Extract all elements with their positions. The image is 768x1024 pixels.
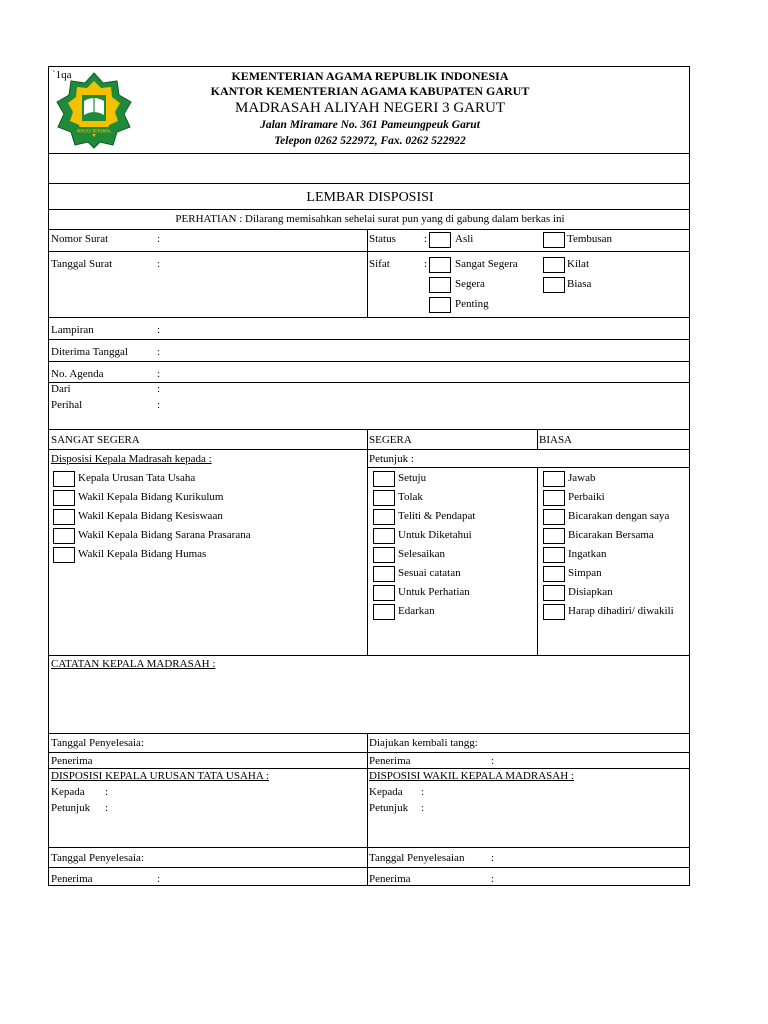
tanggal-surat-label: Tanggal Surat: [51, 258, 113, 270]
instruction-label: Untuk Perhatian: [398, 586, 470, 598]
catatan-label: CATATAN KEPALA MADRASAH :: [51, 658, 216, 670]
disposition-form: [48, 66, 690, 886]
instruction-label: Simpan: [568, 567, 602, 579]
biasa-header: BIASA: [539, 434, 573, 446]
disposisi-kepada-label: Disposisi Kepala Madrasah kepada :: [51, 453, 212, 465]
segera-checkbox[interactable]: [429, 277, 451, 293]
kilat-label: Kilat: [567, 258, 589, 270]
divider: [49, 429, 689, 430]
tembusan-checkbox[interactable]: [543, 232, 565, 248]
instruction-checkbox[interactable]: [373, 566, 395, 582]
colon: :: [157, 233, 161, 245]
tanggal-penyelesaia-label: Tanggal Penyelesaia:: [51, 737, 145, 749]
colon: :: [157, 383, 161, 395]
column-divider: [537, 467, 538, 655]
instruction-checkbox[interactable]: [543, 585, 565, 601]
recipient-label: Wakil Kepala Bidang Humas: [78, 548, 207, 560]
recipient-checkbox[interactable]: [53, 490, 75, 506]
colon: :: [157, 324, 161, 336]
divider: [49, 867, 689, 868]
colon: :: [421, 802, 425, 814]
divider: [49, 382, 689, 383]
instruction-label: Untuk Diketahui: [398, 529, 472, 541]
page-title: LEMBAR DISPOSISI: [306, 190, 434, 205]
colon: :: [491, 755, 495, 767]
recipient-checkbox[interactable]: [53, 547, 75, 563]
asli-checkbox[interactable]: [429, 232, 451, 248]
penerima-label: Penerima: [369, 873, 411, 885]
recipient-label: Wakil Kepala Bidang Sarana Prasarana: [78, 529, 251, 541]
divider: [49, 317, 689, 318]
diajukan-kembali-label: Diajukan kembali tangg:: [369, 737, 478, 749]
instruction-label: Teliti & Pendapat: [398, 510, 476, 522]
divider: [49, 153, 689, 154]
kilat-checkbox[interactable]: [543, 257, 565, 273]
tanggal-penyelesaian-label: Tanggal Penyelesaian: [369, 852, 465, 864]
divider: [49, 209, 689, 210]
instruction-checkbox[interactable]: [543, 528, 565, 544]
sifat-label: Sifat: [369, 258, 390, 270]
instruction-checkbox[interactable]: [373, 585, 395, 601]
tembusan-label: Tembusan: [567, 233, 613, 245]
instruction-label: Edarkan: [398, 605, 435, 617]
instruction-checkbox[interactable]: [373, 471, 395, 487]
divider: [49, 655, 689, 656]
colon: :: [105, 802, 109, 814]
recipient-label: Kepala Urusan Tata Usaha: [78, 472, 196, 484]
instruction-label: Disiapkan: [568, 586, 613, 598]
instruction-label: Jawab: [568, 472, 596, 484]
header-address: Jalan Miramare No. 361 Pameungpeuk Garut: [260, 119, 480, 131]
dari-label: Dari: [51, 383, 71, 395]
instruction-checkbox[interactable]: [373, 490, 395, 506]
divider: [367, 467, 689, 468]
sangat-segera-header: SANGAT SEGERA: [51, 434, 140, 446]
column-divider: [537, 429, 538, 449]
divider: [49, 847, 689, 848]
tanggal-penyelesaia-label: Tanggal Penyelesaia:: [51, 852, 145, 864]
recipient-label: Wakil Kepala Bidang Kesiswaan: [78, 510, 223, 522]
asli-label: Asli: [455, 233, 474, 245]
penerima-label: Penerima: [369, 755, 411, 767]
petunjuk-field-label: Petunjuk: [51, 802, 91, 814]
colon: :: [157, 346, 161, 358]
colon: :: [157, 368, 161, 380]
instruction-label: Setuju: [398, 472, 427, 484]
instruction-checkbox[interactable]: [373, 509, 395, 525]
instruction-checkbox[interactable]: [373, 528, 395, 544]
perihal-label: Perihal: [51, 399, 83, 411]
divider: [49, 449, 689, 450]
colon: :: [105, 786, 109, 798]
corner-mark: `1qa: [52, 69, 72, 81]
biasa-checkbox[interactable]: [543, 277, 565, 293]
nomor-surat-label: Nomor Surat: [51, 233, 109, 245]
petunjuk-label: Petunjuk :: [369, 453, 414, 465]
instruction-label: Bicarakan dengan saya: [568, 510, 670, 522]
divider: [49, 752, 689, 753]
disposisi-ktu-label: DISPOSISI KEPALA URUSAN TATA USAHA :: [51, 770, 269, 782]
petunjuk-field-label: Petunjuk: [369, 802, 409, 814]
instruction-checkbox[interactable]: [373, 604, 395, 620]
instruction-label: Sesuai catatan: [398, 567, 461, 579]
instruction-label: Tolak: [398, 491, 423, 503]
instruction-checkbox[interactable]: [373, 547, 395, 563]
penerima-label: Penerima: [51, 755, 93, 767]
disposisi-wakil-label: DISPOSISI WAKIL KEPALA MADRASAH :: [369, 770, 574, 782]
divider: [49, 768, 689, 769]
sangat-segera-checkbox[interactable]: [429, 257, 451, 273]
colon: :: [157, 873, 161, 885]
recipient-label: Wakil Kepala Bidang Kurikulum: [78, 491, 224, 503]
biasa-label: Biasa: [567, 278, 592, 290]
segera-header: SEGERA: [369, 434, 412, 446]
colon: :: [157, 258, 161, 270]
recipient-checkbox[interactable]: [53, 471, 75, 487]
penerima-label: Penerima: [51, 873, 93, 885]
header-school: MADRASAH ALIYAH NEGERI 3 GARUT: [235, 100, 505, 116]
sangat-segera-label: Sangat Segera: [455, 258, 518, 270]
instruction-label: Ingatkan: [568, 548, 607, 560]
segera-label: Segera: [455, 278, 485, 290]
divider: [49, 339, 689, 340]
colon: :: [491, 873, 495, 885]
notice-text: PERHATIAN : Dilarang memisahkan sehelai surat pun yang di gabung dalam berkas ini: [175, 213, 565, 225]
column-divider: [367, 229, 368, 317]
kepada-label: Kepada: [369, 786, 403, 798]
recipient-checkbox[interactable]: [53, 528, 75, 544]
divider: [49, 183, 689, 184]
column-divider: [367, 733, 368, 885]
header-office: KANTOR KEMENTERIAN AGAMA KABUPATEN GARUT: [210, 84, 530, 98]
status-label: Status: [369, 233, 396, 245]
instruction-label: Perbaiki: [568, 491, 605, 503]
instruction-label: Selesaikan: [398, 548, 446, 560]
logo-motto: IKHLAS BERAMAL: [76, 128, 112, 134]
instruction-label: Bicarakan Bersama: [568, 529, 654, 541]
kepada-label: Kepada: [51, 786, 85, 798]
instruction-checkbox[interactable]: [543, 566, 565, 582]
divider: [49, 733, 689, 734]
divider: [49, 361, 689, 362]
diterima-tanggal-label: Diterima Tanggal: [51, 346, 128, 358]
recipient-checkbox[interactable]: [53, 509, 75, 525]
no-agenda-label: No. Agenda: [51, 368, 104, 380]
instruction-checkbox[interactable]: [543, 604, 565, 620]
instruction-checkbox[interactable]: [543, 509, 565, 525]
colon: :: [491, 852, 495, 864]
instruction-checkbox[interactable]: [543, 490, 565, 506]
colon: :: [421, 786, 425, 798]
divider: [49, 229, 689, 230]
instruction-checkbox[interactable]: [543, 471, 565, 487]
instruction-label: Harap dihadiri/ diwakili: [568, 605, 674, 617]
colon: :: [424, 258, 428, 270]
divider: [49, 251, 689, 252]
header-phone: Telepon 0262 522972, Fax. 0262 522922: [274, 135, 466, 147]
instruction-checkbox[interactable]: [543, 547, 565, 563]
penting-label: Penting: [455, 298, 489, 310]
colon: :: [424, 233, 428, 245]
column-divider: [367, 429, 368, 655]
penting-checkbox[interactable]: [429, 297, 451, 313]
colon: :: [157, 399, 161, 411]
header-ministry: KEMENTERIAN AGAMA REPUBLIK INDONESIA: [231, 69, 509, 83]
lampiran-label: Lampiran: [51, 324, 94, 336]
